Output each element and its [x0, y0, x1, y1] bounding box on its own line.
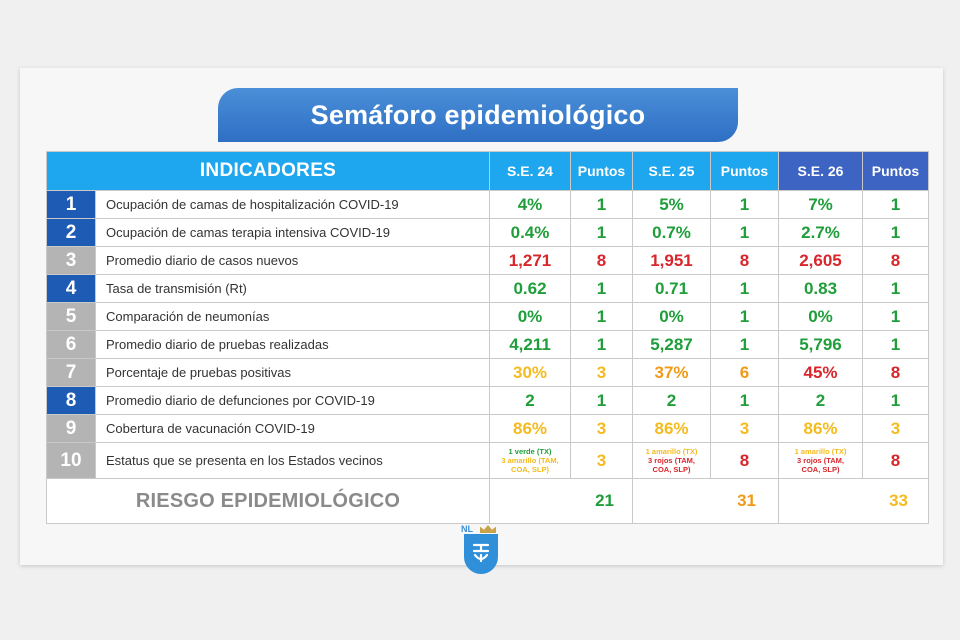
se25-points: 1 — [711, 331, 779, 359]
header-se26: S.E. 26 — [779, 152, 863, 191]
row-number: 10 — [47, 443, 96, 479]
se24-value: 0% — [490, 303, 571, 331]
se26-value: 5,796 — [779, 331, 863, 359]
se24-points: 1 — [571, 191, 633, 219]
header-indicators: INDICADORES — [47, 152, 490, 191]
se26-points: 8 — [863, 359, 929, 387]
se25-points: 1 — [711, 219, 779, 247]
table-row — [47, 191, 929, 219]
se24-value: 2 — [490, 387, 571, 415]
table-row — [47, 331, 929, 359]
se25-value: 0.71 — [633, 275, 711, 303]
se24-status-line3: COA, SLP) — [511, 465, 549, 474]
emblem-icon — [470, 541, 492, 567]
indicator-label: Promedio diario de defunciones por COVID-19 — [96, 387, 490, 415]
row-number: 1 — [47, 191, 96, 219]
indicator-label: Porcentaje de pruebas positivas — [96, 359, 490, 387]
se26-value: 2 — [779, 387, 863, 415]
se26-points: 1 — [863, 303, 929, 331]
se26-status — [779, 443, 863, 479]
se24-points: 1 — [571, 303, 633, 331]
se24-status — [490, 443, 571, 479]
se26-points: 8 — [863, 443, 929, 479]
se24-points: 3 — [571, 443, 633, 479]
se25-points: 8 — [711, 247, 779, 275]
nl-logo — [461, 524, 501, 578]
se26-points: 1 — [863, 331, 929, 359]
se26-value: 0% — [779, 303, 863, 331]
se24-points: 1 — [571, 387, 633, 415]
header-row — [47, 152, 929, 191]
se25-value: 5,287 — [633, 331, 711, 359]
se26-value: 45% — [779, 359, 863, 387]
page-title: Semáforo epidemiológico — [218, 88, 738, 142]
se24-points: 1 — [571, 331, 633, 359]
row-number: 9 — [47, 415, 96, 443]
se25-points: 3 — [711, 415, 779, 443]
indicator-label: Promedio diario de pruebas realizadas — [96, 331, 490, 359]
se26-value: 2,605 — [779, 247, 863, 275]
indicator-label: Tasa de transmisión (Rt) — [96, 275, 490, 303]
se26-status-line3: COA, SLP) — [801, 465, 840, 474]
se25-value: 1,951 — [633, 247, 711, 275]
se25-value: 0% — [633, 303, 711, 331]
logo-text: NL — [461, 524, 473, 534]
se26-value: 0.83 — [779, 275, 863, 303]
header-se25: S.E. 25 — [633, 152, 711, 191]
se24-status-line1: 1 verde (TX) — [508, 447, 552, 456]
table-row — [47, 219, 929, 247]
shield-icon — [464, 534, 498, 574]
se24-status-line2: 3 amarillo (TAM, — [501, 456, 559, 465]
se24-points: 1 — [571, 219, 633, 247]
table-row — [47, 247, 929, 275]
se26-points: 1 — [863, 219, 929, 247]
se24-value: 1,271 — [490, 247, 571, 275]
row-number: 3 — [47, 247, 96, 275]
se24-value: 0.62 — [490, 275, 571, 303]
se25-value: 86% — [633, 415, 711, 443]
se24-points: 3 — [571, 415, 633, 443]
se25-value: 2 — [633, 387, 711, 415]
se24-points: 1 — [571, 275, 633, 303]
se26-value: 86% — [779, 415, 863, 443]
table-row — [47, 275, 929, 303]
table-row — [47, 443, 929, 479]
se25-status-line3: COA, SLP) — [652, 465, 691, 474]
row-number: 2 — [47, 219, 96, 247]
se25-status-line1: 1 amarillo (TX) — [645, 447, 698, 456]
se25-status-line2: 3 rojos (TAM, — [648, 456, 695, 465]
se25-points: 8 — [711, 443, 779, 479]
se25-value: 0.7% — [633, 219, 711, 247]
se26-points: 1 — [863, 191, 929, 219]
total-se24: 21 — [490, 479, 633, 524]
se24-value: 86% — [490, 415, 571, 443]
total-se25: 31 — [633, 479, 779, 524]
row-number: 5 — [47, 303, 96, 331]
indicator-label: Promedio diario de casos nuevos — [96, 247, 490, 275]
indicator-label: Ocupación de camas terapia intensiva COVID-19 — [96, 219, 490, 247]
header-se24: S.E. 24 — [490, 152, 571, 191]
se26-points: 1 — [863, 275, 929, 303]
se25-value: 5% — [633, 191, 711, 219]
indicator-label: Comparación de neumonías — [96, 303, 490, 331]
total-se26: 33 — [779, 479, 929, 524]
se24-value: 4,211 — [490, 331, 571, 359]
indicator-label: Cobertura de vacunación COVID-19 — [96, 415, 490, 443]
se25-value: 37% — [633, 359, 711, 387]
indicator-label: Ocupación de camas de hospitalización COVID-19 — [96, 191, 490, 219]
header-points-25: Puntos — [711, 152, 779, 191]
se26-status-line2: 3 rojos (TAM, — [797, 456, 844, 465]
table-row — [47, 415, 929, 443]
se26-points: 3 — [863, 415, 929, 443]
se26-points: 1 — [863, 387, 929, 415]
indicators-table — [46, 151, 929, 524]
total-row — [47, 479, 929, 524]
table-row — [47, 387, 929, 415]
crown-icon — [480, 525, 496, 533]
se25-points: 1 — [711, 303, 779, 331]
row-number: 4 — [47, 275, 96, 303]
se26-points: 8 — [863, 247, 929, 275]
se24-value: 30% — [490, 359, 571, 387]
se26-value: 7% — [779, 191, 863, 219]
se25-status — [633, 443, 711, 479]
se26-status-line1: 1 amarillo (TX) — [794, 447, 847, 456]
se25-points: 1 — [711, 275, 779, 303]
se25-points: 1 — [711, 387, 779, 415]
se24-points: 3 — [571, 359, 633, 387]
row-number: 7 — [47, 359, 96, 387]
header-points-24: Puntos — [571, 152, 633, 191]
row-number: 8 — [47, 387, 96, 415]
table-row — [47, 303, 929, 331]
indicator-label: Estatus que se presenta en los Estados vecinos — [96, 443, 490, 479]
se26-value: 2.7% — [779, 219, 863, 247]
se24-value: 4% — [490, 191, 571, 219]
se25-points: 6 — [711, 359, 779, 387]
se24-value: 0.4% — [490, 219, 571, 247]
table-row — [47, 359, 929, 387]
se24-points: 8 — [571, 247, 633, 275]
row-number: 6 — [47, 331, 96, 359]
risk-label: RIESGO EPIDEMIOLÓGICO — [47, 479, 490, 524]
se25-points: 1 — [711, 191, 779, 219]
header-points-26: Puntos — [863, 152, 929, 191]
